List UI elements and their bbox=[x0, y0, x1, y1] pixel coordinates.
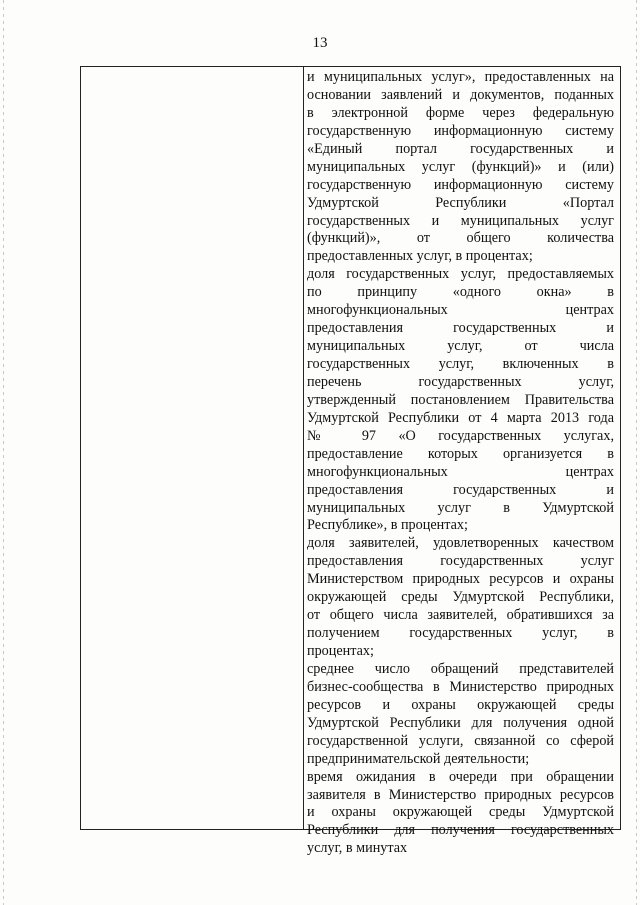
text-line: предоставление которых организуется в bbox=[307, 445, 614, 462]
text-line: предоставления государственных услуг bbox=[307, 553, 614, 570]
text-line: Республики для получения государственных bbox=[307, 822, 614, 839]
text-line: среднее число обращений представителей bbox=[307, 660, 614, 677]
text-line: основании заявлений и документов, поданных bbox=[307, 86, 614, 103]
text-line: предоставления государственных и bbox=[307, 481, 614, 498]
text-line: процентах; bbox=[307, 643, 374, 659]
text-line: государственных и муниципальных услуг bbox=[307, 212, 614, 229]
text-line: по принципу «одного окна» в bbox=[307, 284, 614, 301]
table-cell-right bbox=[303, 67, 620, 857]
text-line: и охраны окружающей среды Удмуртской bbox=[307, 804, 614, 821]
text-line: государственных услуг, включенных в bbox=[307, 356, 614, 372]
text-line: (функций)», от общего количества bbox=[307, 230, 614, 247]
text-line: Удмуртской Республики «Портал bbox=[307, 194, 614, 211]
text-line: Министерством природных ресурсов и охраны bbox=[307, 571, 614, 588]
text-line: доля заявителей, удовлетворенных качеством bbox=[307, 535, 614, 552]
text-line: предоставления государственных и bbox=[307, 320, 614, 337]
indicator-table bbox=[80, 66, 621, 857]
text-line: муниципальных услуг, от числа bbox=[307, 338, 614, 355]
text-line: перечень государственных услуг, bbox=[307, 373, 614, 390]
page-number: 13 bbox=[312, 35, 328, 51]
text-line: № 97 «О государственных услугах, bbox=[307, 427, 614, 444]
scan-edge-right bbox=[636, 0, 637, 905]
scan-edge-left bbox=[3, 0, 4, 905]
text-line: предоставленных услуг, в процентах; bbox=[307, 248, 533, 265]
text-line: муниципальных услуг (функций)» и (или) bbox=[307, 158, 614, 175]
text-line: государственную информационную систему bbox=[307, 122, 614, 139]
text-line: предпринимательской деятельности; bbox=[307, 750, 530, 767]
text-line: заявителя в Министерство природных ресурсов bbox=[307, 786, 614, 803]
text-line: государственную информационную систему bbox=[307, 176, 614, 193]
text-line: Удмуртской Республики от 4 марта 2013 года bbox=[307, 409, 614, 426]
text-line: многофункциональных центрах bbox=[307, 463, 614, 480]
text-line: муниципальных услуг в Удмуртской bbox=[307, 499, 614, 516]
text-line: Республике», в процентах; bbox=[307, 517, 468, 534]
text-line: ресурсов и охраны окружающей среды bbox=[307, 696, 614, 713]
text-line: доля государственных услуг, предоставляемых bbox=[307, 266, 614, 283]
text-line: в электронной форме через федеральную bbox=[307, 104, 614, 121]
text-line: многофункциональных центрах bbox=[307, 302, 614, 319]
text-line: получением государственных услуг, в bbox=[307, 625, 614, 642]
text-line: «Единый портал государственных и bbox=[307, 140, 614, 157]
table-cell-left bbox=[81, 67, 304, 829]
text-line: Удмуртской Республики для получения одной bbox=[307, 714, 614, 731]
text-line: время ожидания в очереди при обращении bbox=[307, 768, 614, 785]
text-line: и муниципальных услуг», предоставленных на bbox=[307, 69, 614, 85]
text-line: государственной услуги, связанной со сферой bbox=[307, 732, 614, 749]
text-line: окружающей среды Удмуртской Республики, bbox=[307, 589, 614, 606]
text-line: от общего числа заявителей, обратившихся за bbox=[307, 607, 614, 624]
text-line: бизнес-сообщества в Министерство природных bbox=[307, 678, 614, 695]
text-line: услуг, в минутах bbox=[307, 840, 408, 857]
text-line: утвержденный постановлением Правительства bbox=[307, 391, 614, 408]
